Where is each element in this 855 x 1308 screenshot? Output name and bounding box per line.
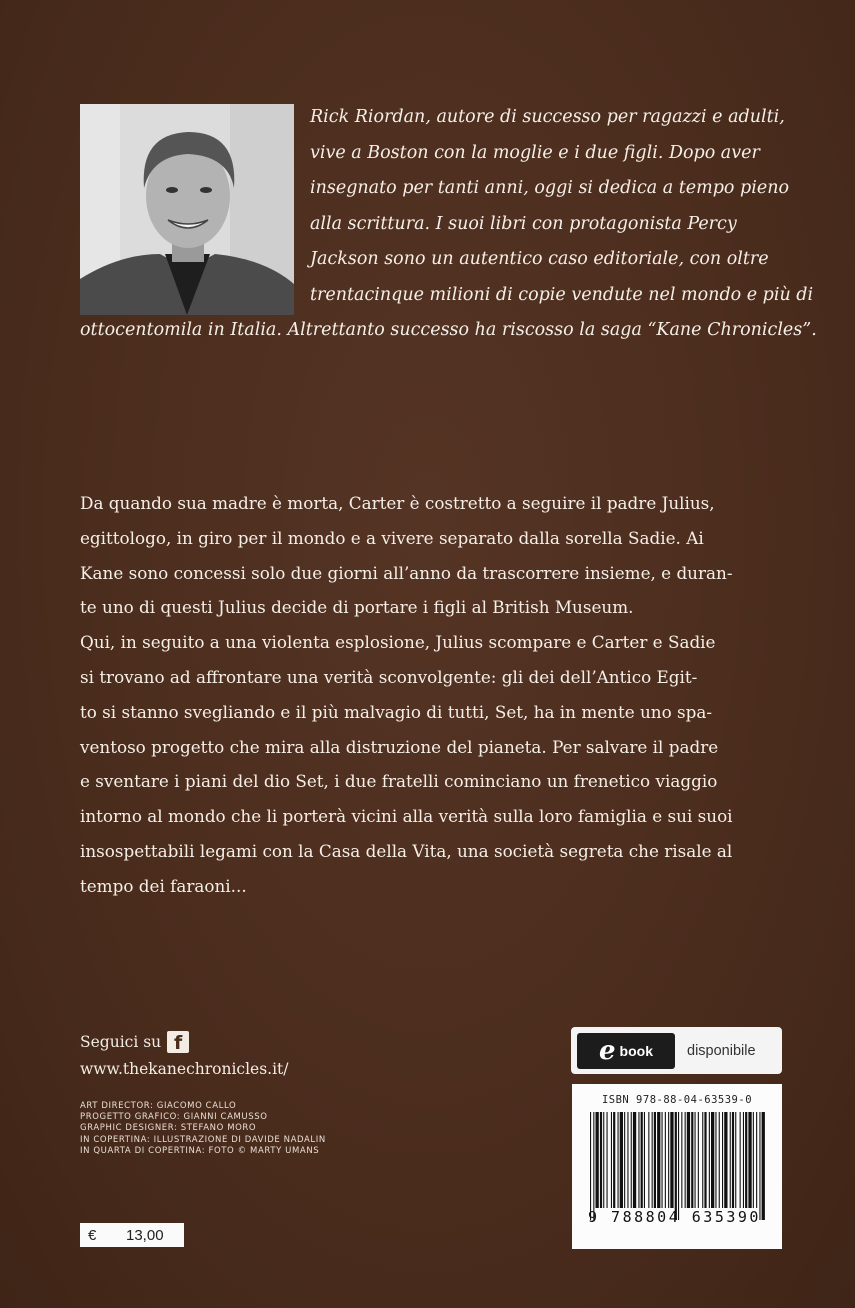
bio-line: Rick Riordan, autore di successo per ragazzi e adulti,	[310, 107, 785, 127]
ebook-e-icon: e	[599, 1035, 616, 1066]
facebook-icon[interactable]: f	[167, 1031, 189, 1053]
price-amount: 13,00	[126, 1226, 164, 1244]
synopsis-line: egittologo, in giro per il mondo e a vivere separato dalla sorella Sadie. Ai	[80, 527, 704, 548]
credit-line: ART DIRECTOR: GIACOMO CALLO	[80, 1101, 237, 1111]
ebook-availability: disponibile	[687, 1042, 756, 1059]
synopsis-line: te uno di questi Julius decide di portare i figli al British Museum.	[80, 597, 634, 618]
synopsis-line: Qui, in seguito a una violenta esplosione, Julius scompare e Carter e Sadie	[80, 632, 716, 653]
credit-line: PROGETTO GRAFICO: GIANNI CAMUSSO	[80, 1112, 268, 1123]
author-bio	[80, 100, 817, 349]
credit-line: IN QUARTA DI COPERTINA: FOTO © MARTY UMANS	[80, 1145, 320, 1156]
ebook-logo	[577, 1033, 675, 1069]
bio-line: Jackson sono un autentico caso editoriale, con oltre	[310, 249, 769, 269]
synopsis-line: Da quando sua madre è morta, Carter è costretto a seguire il padre Julius,	[80, 493, 715, 513]
price-tag	[80, 1223, 184, 1247]
ebook-book-label: book	[619, 1042, 653, 1059]
credits	[80, 1101, 326, 1157]
credit-line: GRAPHIC DESIGNER: STEFANO MORO	[80, 1123, 257, 1134]
barcode-panel	[572, 1084, 782, 1249]
synopsis-line: intorno al mondo che li porterà vicini alla verità sulla loro famiglia e sui suoi	[80, 806, 733, 827]
bio-line: ottocentomila in Italia. Altrettanto successo ha riscosso la saga “Kane Chronicles”.	[80, 320, 817, 340]
bio-line: alla scrittura. I suoi libri con protagonista Percy	[310, 213, 737, 234]
currency-symbol: €	[88, 1226, 97, 1244]
synopsis-line: e sventare i piani del dio Set, i due fratelli cominciano un frenetico viaggio	[80, 771, 718, 792]
bio-line: insegnato per tanti anni, oggi si dedica a tempo pieno	[310, 178, 789, 198]
synopsis-line: tempo dei faraoni...	[80, 875, 247, 896]
synopsis-line: si trovano ad affrontare una verità sconvolgente: gli dei dell’Antico Egit-	[80, 666, 698, 687]
bio-line: vive a Boston con la moglie e i due figli. Dopo aver	[310, 142, 760, 163]
bio-line: trentacinque milioni di copie vendute nel mondo e più di	[310, 284, 814, 305]
ean-number: 9 788804 635390	[588, 1208, 761, 1226]
ebook-badge	[571, 1027, 782, 1074]
isbn-label: ISBN 978-88-04-63539-0	[601, 1094, 753, 1106]
synopsis-line: ventoso progetto che mira alla distruzione del pianeta. Per salvare il padre	[80, 736, 719, 757]
synopsis-line: to si stanno svegliando e il più malvagio di tutti, Set, ha in mente uno spa-	[80, 701, 713, 722]
social-block	[80, 1028, 289, 1078]
follow-label: Seguici su	[80, 1033, 162, 1051]
synopsis-line: Kane sono concessi solo due giorni all’anno da trascorrere insieme, e duran-	[80, 562, 733, 583]
book-synopsis	[80, 486, 780, 904]
synopsis-line: insospettabili legami con la Casa della Vita, una società segreta che risale al	[80, 840, 733, 861]
credit-line: IN COPERTINA: ILLUSTRAZIONE DI DAVIDE NADALIN	[80, 1134, 326, 1145]
website-link[interactable]: www.thekanechronicles.it/	[80, 1060, 289, 1078]
